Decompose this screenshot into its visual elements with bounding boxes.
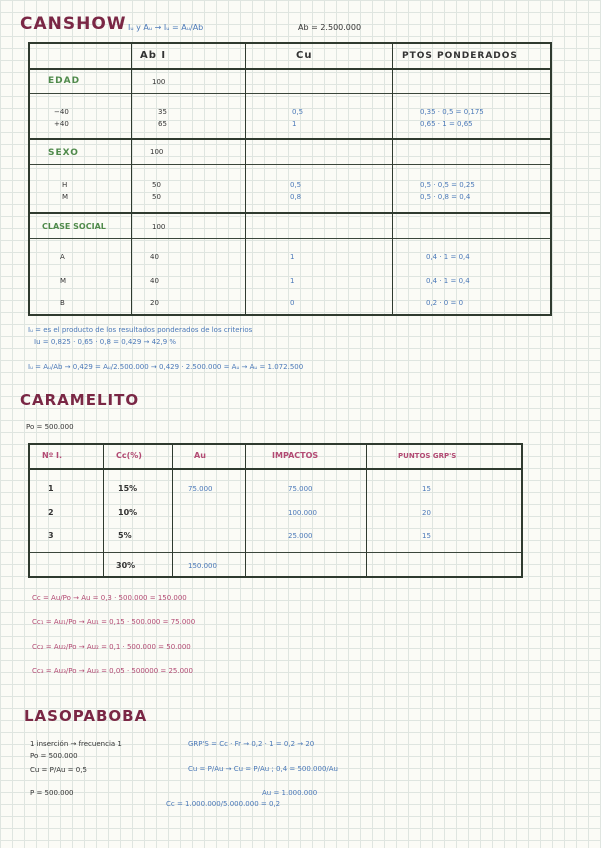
edad-row-cu: 1 [292, 120, 297, 128]
canshow-formula: Iᵤ y Aᵤ → Iᵤ = Aᵤ/Ab [128, 23, 204, 32]
canshow-note-definition: Iᵤ = es el producto de los resultados ponderados de los criterios [28, 326, 253, 334]
header-cu: Cu [296, 50, 313, 61]
row-cc: 15% [118, 484, 138, 493]
sexo-row-label: M [62, 193, 69, 201]
lasopaboba-right: Cu = P/Au → Cu = P/Au ; 0,4 = 500.000/Au [188, 765, 338, 773]
canshow-ab: Ab = 2.500.000 [298, 23, 362, 32]
canshow-title: CANSHOW [20, 14, 127, 34]
sexo-row-label: H [62, 181, 68, 189]
row-impactos: 25.000 [288, 532, 313, 540]
row-impactos: 100.000 [288, 509, 317, 517]
clase-row-label: M [60, 277, 67, 285]
canshow-note-product: Iu = 0,825 · 0,65 · 0,8 = 0,429 → 42,9 % [34, 338, 177, 346]
total-au: 150.000 [188, 562, 217, 570]
clase-row-label: A [60, 253, 65, 261]
lasopaboba-left: 1 inserción → frecuencia 1 [30, 740, 122, 748]
sexo-row-ab: 50 [152, 193, 161, 201]
edad-row-ab: 35 [158, 108, 167, 116]
row-n: 2 [48, 508, 54, 517]
lasopaboba-left: Cu = P/Au = 0,5 [30, 766, 87, 774]
total-cc: 30% [116, 561, 136, 570]
caramelito-eq: Cc₂ = Au₂/Po → Au₂ = 0,1 · 500.000 = 50.000 [32, 643, 191, 651]
header-puntos: PUNTOS GRP'S [398, 452, 457, 460]
clase-row-cu: 1 [290, 277, 295, 285]
header-ab: Ab I [140, 50, 167, 61]
header-cc: Cc(%) [116, 451, 142, 460]
lasopaboba-right: Cc = 1.000.000/5.000.000 = 0,2 [166, 800, 281, 808]
clase-row-ab: 40 [150, 277, 159, 285]
clase-label: CLASE SOCIAL [42, 222, 106, 231]
row-n: 3 [48, 531, 54, 540]
lasopaboba-left: Po = 500.000 [30, 752, 78, 760]
caramelito-eq: Cc = Au/Po → Au = 0,3 · 500.000 = 150.000 [32, 594, 187, 602]
clase-row-ab: 20 [150, 299, 159, 307]
sexo-row-pond: 0,5 · 0,8 = 0,4 [420, 193, 471, 201]
edad-row-ab: 65 [158, 120, 167, 128]
lasopaboba-left: P = 500.000 [30, 789, 74, 797]
caramelito-title: CARAMELITO [20, 391, 140, 409]
lasopaboba-title: LASOPABOBA [24, 707, 148, 725]
caramelito-po: Po = 500.000 [26, 423, 74, 431]
sexo-row-pond: 0,5 · 0,5 = 0,25 [420, 181, 475, 189]
sexo-label: SEXO [48, 148, 79, 158]
row-puntos: 15 [422, 532, 431, 540]
header-n: Nº I. [42, 451, 63, 460]
row-cc: 5% [118, 531, 132, 540]
clase-row-pond: 0,2 · 0 = 0 [426, 299, 464, 307]
sexo-row-ab: 50 [152, 181, 161, 189]
clase-row-pond: 0,4 · 1 = 0,4 [426, 253, 470, 261]
edad-row-cu: 0,5 [292, 108, 304, 116]
lasopaboba-right: Au = 1.000.000 [262, 789, 318, 797]
row-n: 1 [48, 484, 54, 493]
row-puntos: 15 [422, 485, 431, 493]
clase-row-label: B [60, 299, 65, 307]
header-au: Au [194, 451, 206, 460]
edad-row-label: −40 [54, 108, 69, 116]
edad-ab: 100 [152, 78, 166, 86]
sexo-row-cu: 0,8 [290, 193, 302, 201]
header-ptos: PTOS PONDERADOS [402, 51, 518, 61]
edad-row-pond: 0,65 · 1 = 0,65 [420, 120, 473, 128]
row-cc: 10% [118, 508, 138, 517]
caramelito-eq: Cc₃ = Au₃/Po → Au₃ = 0,05 · 500000 = 25.000 [32, 667, 193, 675]
clase-row-pond: 0,4 · 1 = 0,4 [426, 277, 470, 285]
edad-label: EDAD [48, 76, 81, 86]
clase-ab: 100 [152, 223, 166, 231]
caramelito-eq: Cc₁ = Au₁/Po → Au₁ = 0,15 · 500.000 = 75.000 [32, 618, 196, 626]
header-impactos: IMPACTOS [272, 451, 319, 460]
row-au: 75.000 [188, 485, 213, 493]
canshow-note-result: Iᵤ = Aᵤ/Ab → 0,429 = Aᵤ/2.500.000 → 0,429 · 2.500.000 = Aᵤ → Aᵤ = 1.072.500 [28, 363, 304, 371]
sexo-ab: 100 [150, 148, 164, 156]
edad-row-label: +40 [54, 120, 69, 128]
sexo-row-cu: 0,5 [290, 181, 302, 189]
clase-row-cu: 0 [290, 299, 295, 307]
edad-row-pond: 0,35 · 0,5 = 0,175 [420, 108, 484, 116]
clase-row-cu: 1 [290, 253, 295, 261]
row-puntos: 20 [422, 509, 431, 517]
lasopaboba-right: GRP'S = Cc · Fr → 0,2 · 1 = 0,2 → 20 [188, 740, 315, 748]
clase-row-ab: 40 [150, 253, 159, 261]
row-impactos: 75.000 [288, 485, 313, 493]
